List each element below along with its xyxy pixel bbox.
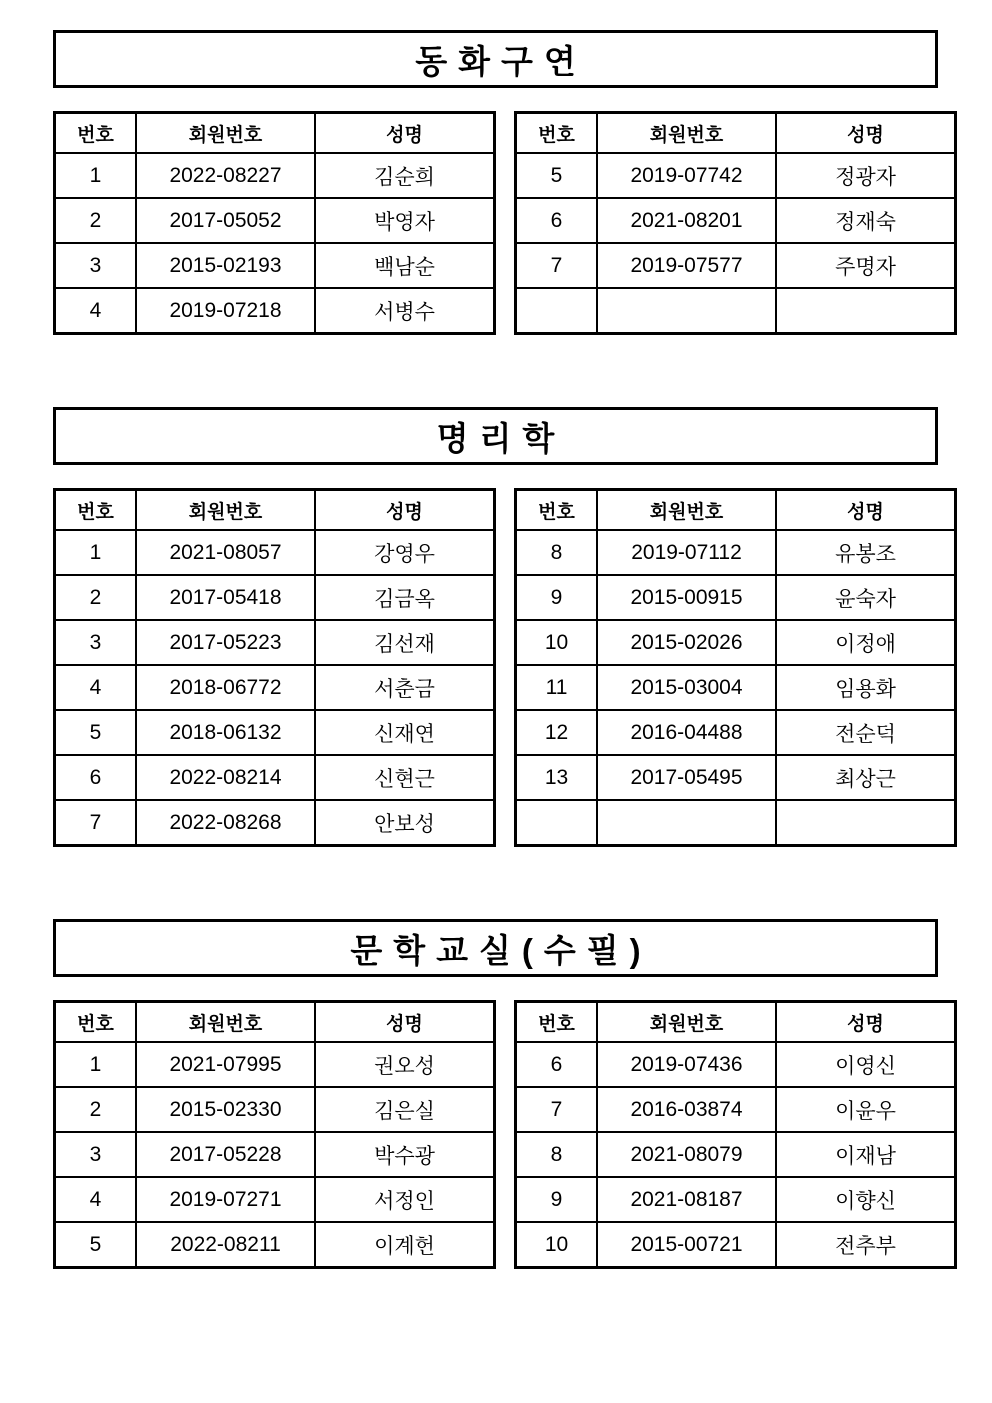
table-row <box>516 800 956 846</box>
course-section <box>53 30 938 335</box>
cell-member-id: 2017-05228 <box>136 1132 315 1177</box>
table-row <box>516 620 956 665</box>
table-row <box>516 530 956 575</box>
table-row <box>55 665 495 710</box>
table-row <box>516 575 956 620</box>
table-row <box>55 575 495 620</box>
table-row <box>55 620 495 665</box>
cell-name: 권오성 <box>315 1042 495 1087</box>
cell-member-id: 2015-00915 <box>597 575 776 620</box>
table-row <box>55 153 495 198</box>
column-header-no: 번호 <box>516 113 598 154</box>
cell-no: 13 <box>516 755 598 800</box>
cell-name: 박수광 <box>315 1132 495 1177</box>
cell-name: 이영신 <box>776 1042 956 1087</box>
cell-name: 백남순 <box>315 243 495 288</box>
cell-name: 이재남 <box>776 1132 956 1177</box>
table-body <box>516 1042 956 1268</box>
cell-name <box>776 288 956 334</box>
cell-name: 전추부 <box>776 1222 956 1268</box>
cell-no: 8 <box>516 1132 598 1177</box>
header-row <box>516 490 956 531</box>
cell-name: 김선재 <box>315 620 495 665</box>
cell-member-id: 2021-07995 <box>136 1042 315 1087</box>
section-title-box <box>53 30 938 88</box>
cell-name: 전순덕 <box>776 710 956 755</box>
cell-no: 9 <box>516 575 598 620</box>
cell-member-id: 2018-06132 <box>136 710 315 755</box>
section-tables <box>53 488 938 847</box>
table-body <box>55 1042 495 1268</box>
header-row <box>55 1002 495 1043</box>
column-header-name: 성명 <box>315 490 495 531</box>
table-row <box>55 1042 495 1087</box>
table-row <box>55 288 495 334</box>
cell-member-id: 2022-08214 <box>136 755 315 800</box>
table-row <box>55 1177 495 1222</box>
header-row <box>55 113 495 154</box>
cell-member-id: 2015-02026 <box>597 620 776 665</box>
cell-member-id <box>597 800 776 846</box>
cell-name: 최상근 <box>776 755 956 800</box>
cell-member-id: 2021-08079 <box>597 1132 776 1177</box>
table-row <box>516 710 956 755</box>
cell-no: 5 <box>516 153 598 198</box>
member-table <box>53 111 496 335</box>
header-row <box>516 113 956 154</box>
cell-member-id: 2022-08211 <box>136 1222 315 1268</box>
section-title-box <box>53 919 938 977</box>
cell-member-id: 2021-08187 <box>597 1177 776 1222</box>
table-row <box>55 1132 495 1177</box>
member-table <box>514 111 957 335</box>
column-header-member-id: 회원번호 <box>597 490 776 531</box>
cell-member-id: 2019-07436 <box>597 1042 776 1087</box>
table-body <box>516 153 956 334</box>
section-title: 문학교실(수필) <box>350 931 652 969</box>
table-row <box>55 800 495 846</box>
cell-name <box>776 800 956 846</box>
cell-no: 7 <box>55 800 137 846</box>
cell-member-id: 2015-00721 <box>597 1222 776 1268</box>
cell-no: 9 <box>516 1177 598 1222</box>
table-row <box>516 755 956 800</box>
cell-name: 서병수 <box>315 288 495 334</box>
cell-no: 4 <box>55 1177 137 1222</box>
cell-no: 7 <box>516 1087 598 1132</box>
cell-no: 4 <box>55 288 137 334</box>
table-row <box>516 1132 956 1177</box>
table-row <box>55 755 495 800</box>
cell-name: 박영자 <box>315 198 495 243</box>
course-section <box>53 919 938 1269</box>
column-header-name: 성명 <box>776 490 956 531</box>
cell-member-id: 2018-06772 <box>136 665 315 710</box>
header-row <box>55 490 495 531</box>
member-table <box>53 488 496 847</box>
cell-no: 1 <box>55 1042 137 1087</box>
cell-member-id: 2019-07271 <box>136 1177 315 1222</box>
cell-member-id: 2019-07577 <box>597 243 776 288</box>
column-header-member-id: 회원번호 <box>136 490 315 531</box>
cell-name: 서춘금 <box>315 665 495 710</box>
table-row <box>55 198 495 243</box>
table-row <box>516 1087 956 1132</box>
cell-member-id <box>597 288 776 334</box>
table-row <box>55 1222 495 1268</box>
column-header-no: 번호 <box>516 490 598 531</box>
cell-name: 이향신 <box>776 1177 956 1222</box>
section-tables <box>53 111 938 335</box>
section-title: 명리학 <box>436 419 566 457</box>
cell-name: 강영우 <box>315 530 495 575</box>
cell-name: 주명자 <box>776 243 956 288</box>
cell-no: 2 <box>55 198 137 243</box>
cell-no: 10 <box>516 620 598 665</box>
cell-member-id: 2019-07742 <box>597 153 776 198</box>
cell-member-id: 2022-08268 <box>136 800 315 846</box>
cell-no <box>516 800 598 846</box>
cell-name: 유봉조 <box>776 530 956 575</box>
cell-no: 5 <box>55 710 137 755</box>
cell-member-id: 2015-02330 <box>136 1087 315 1132</box>
table-row <box>516 1042 956 1087</box>
table-row <box>55 530 495 575</box>
cell-no: 11 <box>516 665 598 710</box>
cell-no: 6 <box>516 1042 598 1087</box>
table-row <box>516 1177 956 1222</box>
cell-member-id: 2019-07218 <box>136 288 315 334</box>
section-tables <box>53 1000 938 1269</box>
cell-no: 2 <box>55 1087 137 1132</box>
cell-name: 서정인 <box>315 1177 495 1222</box>
cell-member-id: 2016-04488 <box>597 710 776 755</box>
cell-no: 4 <box>55 665 137 710</box>
cell-name: 윤숙자 <box>776 575 956 620</box>
section-title-box <box>53 407 938 465</box>
cell-member-id: 2017-05418 <box>136 575 315 620</box>
cell-no: 12 <box>516 710 598 755</box>
section-title: 동화구연 <box>415 42 587 80</box>
cell-name: 이윤우 <box>776 1087 956 1132</box>
cell-name: 이계헌 <box>315 1222 495 1268</box>
table-row <box>516 153 956 198</box>
table-row <box>55 243 495 288</box>
cell-member-id: 2016-03874 <box>597 1087 776 1132</box>
member-table <box>53 1000 496 1269</box>
table-row <box>516 288 956 334</box>
table-row <box>516 243 956 288</box>
table-body <box>516 530 956 846</box>
cell-name: 임용화 <box>776 665 956 710</box>
cell-no: 8 <box>516 530 598 575</box>
cell-member-id: 2022-08227 <box>136 153 315 198</box>
cell-member-id: 2015-02193 <box>136 243 315 288</box>
cell-name: 김금옥 <box>315 575 495 620</box>
cell-no: 7 <box>516 243 598 288</box>
cell-name: 안보성 <box>315 800 495 846</box>
cell-member-id: 2017-05052 <box>136 198 315 243</box>
cell-name: 정재숙 <box>776 198 956 243</box>
cell-no: 1 <box>55 153 137 198</box>
cell-no <box>516 288 598 334</box>
column-header-no: 번호 <box>516 1002 598 1043</box>
cell-no: 3 <box>55 1132 137 1177</box>
column-header-name: 성명 <box>776 1002 956 1043</box>
table-row <box>516 198 956 243</box>
column-header-member-id: 회원번호 <box>136 1002 315 1043</box>
cell-name: 정광자 <box>776 153 956 198</box>
table-body <box>55 530 495 846</box>
column-header-member-id: 회원번호 <box>136 113 315 154</box>
table-row <box>55 710 495 755</box>
header-row <box>516 1002 956 1043</box>
table-row <box>516 1222 956 1268</box>
cell-no: 6 <box>55 755 137 800</box>
column-header-member-id: 회원번호 <box>597 1002 776 1043</box>
cell-name: 신재연 <box>315 710 495 755</box>
cell-member-id: 2017-05495 <box>597 755 776 800</box>
column-header-no: 번호 <box>55 1002 137 1043</box>
cell-no: 3 <box>55 620 137 665</box>
column-header-name: 성명 <box>776 113 956 154</box>
cell-no: 5 <box>55 1222 137 1268</box>
table-body <box>55 153 495 334</box>
cell-name: 김순희 <box>315 153 495 198</box>
column-header-member-id: 회원번호 <box>597 113 776 154</box>
course-section <box>53 407 938 847</box>
cell-member-id: 2017-05223 <box>136 620 315 665</box>
cell-no: 1 <box>55 530 137 575</box>
cell-member-id: 2015-03004 <box>597 665 776 710</box>
table-row <box>55 1087 495 1132</box>
member-table <box>514 488 957 847</box>
cell-no: 6 <box>516 198 598 243</box>
cell-member-id: 2019-07112 <box>597 530 776 575</box>
cell-name: 이정애 <box>776 620 956 665</box>
table-row <box>516 665 956 710</box>
column-header-name: 성명 <box>315 1002 495 1043</box>
column-header-name: 성명 <box>315 113 495 154</box>
cell-member-id: 2021-08201 <box>597 198 776 243</box>
cell-no: 2 <box>55 575 137 620</box>
cell-name: 김은실 <box>315 1087 495 1132</box>
cell-name: 신현근 <box>315 755 495 800</box>
cell-no: 3 <box>55 243 137 288</box>
member-table <box>514 1000 957 1269</box>
column-header-no: 번호 <box>55 490 137 531</box>
cell-member-id: 2021-08057 <box>136 530 315 575</box>
cell-no: 10 <box>516 1222 598 1268</box>
column-header-no: 번호 <box>55 113 137 154</box>
